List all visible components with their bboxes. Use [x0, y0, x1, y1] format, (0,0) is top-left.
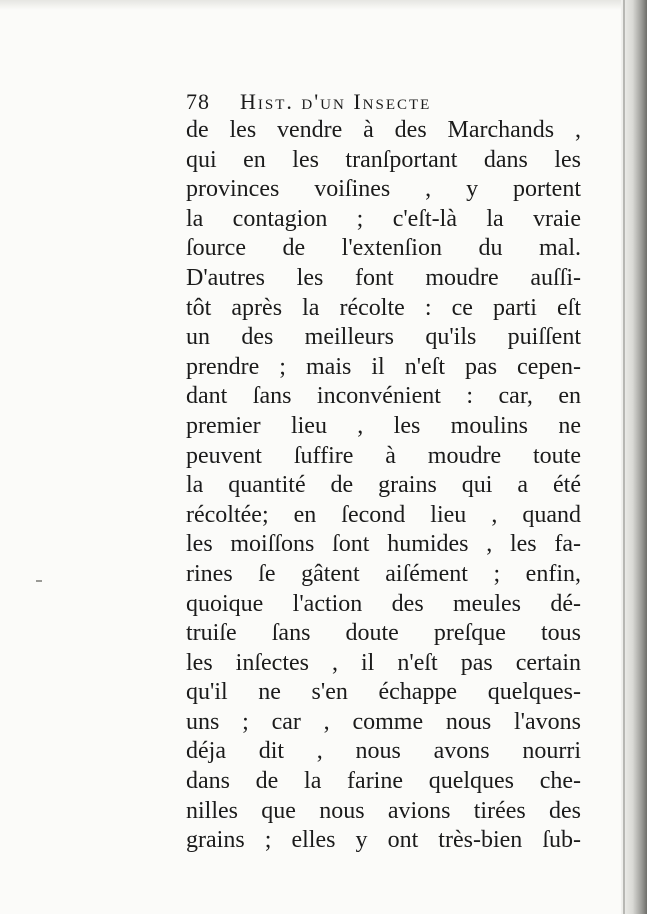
text-line: premier lieu , les moulins ne — [186, 412, 581, 439]
text-line: uns ; car , comme nous l'avons — [186, 708, 581, 735]
text-line: un des meilleurs qu'ils puiſſent — [186, 324, 581, 351]
text-line: grains ; elles y ont très-bien ſub- — [186, 827, 581, 854]
text-block — [186, 88, 581, 856]
text-line: D'autres les font moudre auſſi- — [186, 264, 581, 291]
text-line: ſource de l'extenſion du mal. — [186, 235, 581, 262]
text-line: prendre ; mais il n'eſt pas cepen- — [186, 353, 581, 380]
text-line: rines ſe gâtent aiſément ; enfin, — [186, 560, 581, 587]
text-line: déja dit , nous avons nourri — [186, 738, 581, 765]
page-header — [186, 88, 581, 116]
text-line: dant ſans inconvénient : car, en — [186, 383, 581, 410]
text-line: provinces voiſines , y portent — [186, 176, 581, 203]
text-line: tôt après la récolte : ce parti eſt — [186, 294, 581, 321]
page-top-edge — [0, 0, 647, 10]
body-text — [186, 116, 581, 856]
running-title: Hist. d'un Insecte — [240, 89, 432, 114]
text-line: les inſectes , il n'eſt pas certain — [186, 649, 581, 676]
text-line: récoltée; en ſecond lieu , quand — [186, 501, 581, 528]
text-line: la quantité de grains qui a été — [186, 472, 581, 499]
text-line: truiſe ſans doute preſque tous — [186, 620, 581, 647]
page-number: 78 — [186, 89, 210, 114]
text-line: quoique l'action des meules dé- — [186, 590, 581, 617]
text-line: les moiſſons ſont humides , les fa- — [186, 531, 581, 558]
page-edge-shadow-line — [623, 0, 625, 914]
text-line: dans de la farine quelques che- — [186, 768, 581, 795]
text-line: nilles que nous avions tirées des — [186, 797, 581, 824]
stray-ink-mark — [36, 580, 42, 582]
text-line: peuvent ſuffire à moudre toute — [186, 442, 581, 469]
text-line: qu'il ne s'en échappe quelques- — [186, 679, 581, 706]
text-line: qui en les tranſportant dans les — [186, 146, 581, 173]
text-line: la contagion ; c'eſt-là la vraie — [186, 205, 581, 232]
text-line: de les vendre à des Marchands , — [186, 117, 581, 143]
